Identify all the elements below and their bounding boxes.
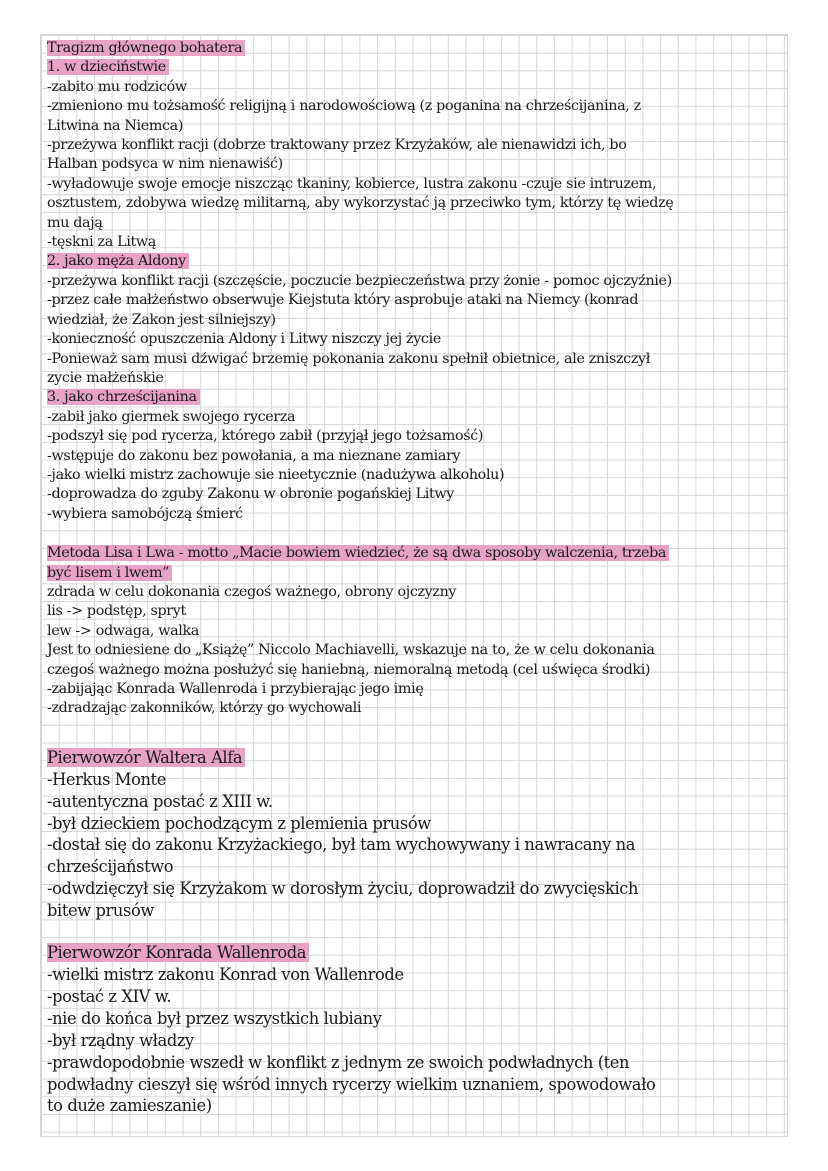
section-heading: Tragizm głównego bohatera	[47, 40, 245, 56]
note-line: -podszył się pod rycerza, którego zabił (przyjął jego tożsamość)	[47, 428, 484, 445]
note-line: Halban podsyca w nim nienawiść)	[47, 156, 283, 173]
note-line: czegoś ważnego można posłużyć się haniebną, niemoralną metodą (cel uświęca środki)	[47, 661, 651, 678]
section-heading-line	[47, 747, 785, 769]
note-line: -zmieniono mu tożsamość religijną i narodowościową (z poganina na chrześcijanina, z	[47, 98, 641, 115]
note-line: -odwdzięczył się Krzyżakom w dorosłym życiu, doprowadził do zwycięskich	[47, 879, 639, 899]
note-line: -przeżywa konflikt racji (dobrze traktowany przez Krzyżaków, ale nienawidzi ich, bo	[47, 137, 627, 154]
note-line: lew -> odwaga, walka	[47, 622, 199, 639]
section-konrad-prototype	[47, 942, 785, 1117]
section-heading-line	[47, 39, 785, 58]
section-walter-alf-prototype	[47, 747, 785, 922]
note-line: -postać z XIV w.	[47, 986, 172, 1006]
note-line: -konieczność opuszczenia Aldony i Litwy niszczy jej życie	[47, 331, 441, 348]
note-line	[47, 388, 785, 407]
subheading: 2. jako męża Aldony	[47, 253, 189, 269]
note-line: -zdradzając zakonników, którzy go wychowali	[47, 700, 362, 717]
note-line: -dostał się do zakonu Krzyżackiego, był tam wychowywany i nawracany na	[47, 835, 636, 855]
note-line: -Herkus Monte	[47, 769, 166, 789]
note-line: -tęskni za Litwą	[47, 234, 156, 251]
grid-paper-page	[40, 34, 788, 1137]
note-line: -prawdopodobnie wszedł w konflikt z jednym ze swoich podwładnych (ten	[47, 1052, 630, 1072]
subheading: 1. w dzieciństwie	[47, 59, 169, 75]
note-line: podwładny cieszył się wśród innych rycerzy wielkim uznaniem, spowodowało	[47, 1074, 656, 1094]
note-line	[47, 252, 785, 271]
note-line: osztustem, zdobywa wiedzę militarną, aby wykorzystać ją przeciwko tym, którzy tę wiedzę	[47, 195, 674, 212]
note-line: -nie do końca był przez wszystkich lubiany	[47, 1008, 382, 1028]
section-heading-line	[47, 544, 785, 563]
section-heading: Pierwowzór Waltera Alfa	[47, 748, 245, 767]
note-line: -wielki mistrz zakonu Konrad von Wallenrode	[47, 964, 404, 984]
note-line: -zabito mu rodziców	[47, 78, 187, 95]
section-gap	[47, 524, 785, 544]
note-line: -był rządny władzy	[47, 1030, 194, 1050]
section-heading-line	[47, 942, 785, 964]
note-line: Jest to odniesiene do „Książę” Niccolo Machiavelli, wskazuje na to, że w celu dokonania	[47, 642, 655, 659]
note-line: -wyładowuje swoje emocje niszcząc tkaniny, kobierce, lustra zakonu -czuje sie intruzem,	[47, 175, 657, 192]
note-line: Litwina na Niemca)	[47, 117, 184, 134]
note-line: -Ponieważ sam musi dźwigać brzemię pokonania zakonu spełnił obietnice, ale zniszczył	[47, 350, 651, 367]
note-line: lis -> podstęp, spryt	[47, 603, 186, 620]
note-line: -autentyczna postać z XIII w.	[47, 791, 273, 811]
note-line: -zabijając Konrada Wallenroda i przybierając jego imię	[47, 681, 424, 697]
note-line	[47, 58, 785, 77]
note-line: -przez całe małżeństwo obserwuje Kiejstuta który asprobuje ataki na Niemcy (konrad	[47, 292, 639, 309]
note-line: to duże zamieszanie)	[47, 1096, 212, 1116]
section-gap	[47, 922, 785, 942]
note-line: -zabił jako giermek swojego rycerza	[47, 408, 296, 425]
note-line: chrześcijaństwo	[47, 857, 174, 877]
note-line: -wybiera samobójczą śmierć	[47, 505, 243, 522]
section-heading: Metoda Lisa i Lwa - motto „Macie bowiem wiedzieć, że są dwa sposoby walczenia, trzeba	[47, 545, 669, 561]
note-line: bitew prusów	[47, 901, 154, 921]
note-line: zdrada w celu dokonania czegoś ważnego, obrony ojczyzny	[47, 583, 457, 600]
section-heading-continued: być lisem i lwem”	[47, 565, 172, 581]
note-line	[47, 564, 785, 583]
note-line: -był dzieckiem pochodzącym z plemienia prusów	[47, 813, 431, 833]
note-line: -wstępuje do zakonu bez powołania, a ma nieznane zamiary	[47, 447, 461, 464]
subheading: 3. jako chrześcijanina	[47, 389, 200, 405]
section-gap	[47, 719, 785, 747]
note-line: -przeżywa konflikt racji (szczęście, poczucie bezpieczeństwa przy żonie - pomoc ojczyźnie)	[47, 272, 672, 289]
notes-content	[47, 39, 785, 1117]
note-line: wiedział, że Zakon jest silniejszy)	[47, 311, 276, 328]
section-tragedy	[47, 39, 785, 524]
note-line: -jako wielki mistrz zachowuje sie nieetycznie (nadużywa alkoholu)	[47, 466, 505, 483]
note-line: zycie małżeńskie	[47, 369, 164, 386]
note-line: -doprowadza do zguby Zakonu w obronie pogańskiej Litwy	[47, 486, 455, 503]
section-fox-and-lion	[47, 544, 785, 719]
section-heading: Pierwowzór Konrada Wallenroda	[47, 943, 309, 962]
note-line: mu dają	[47, 214, 103, 231]
